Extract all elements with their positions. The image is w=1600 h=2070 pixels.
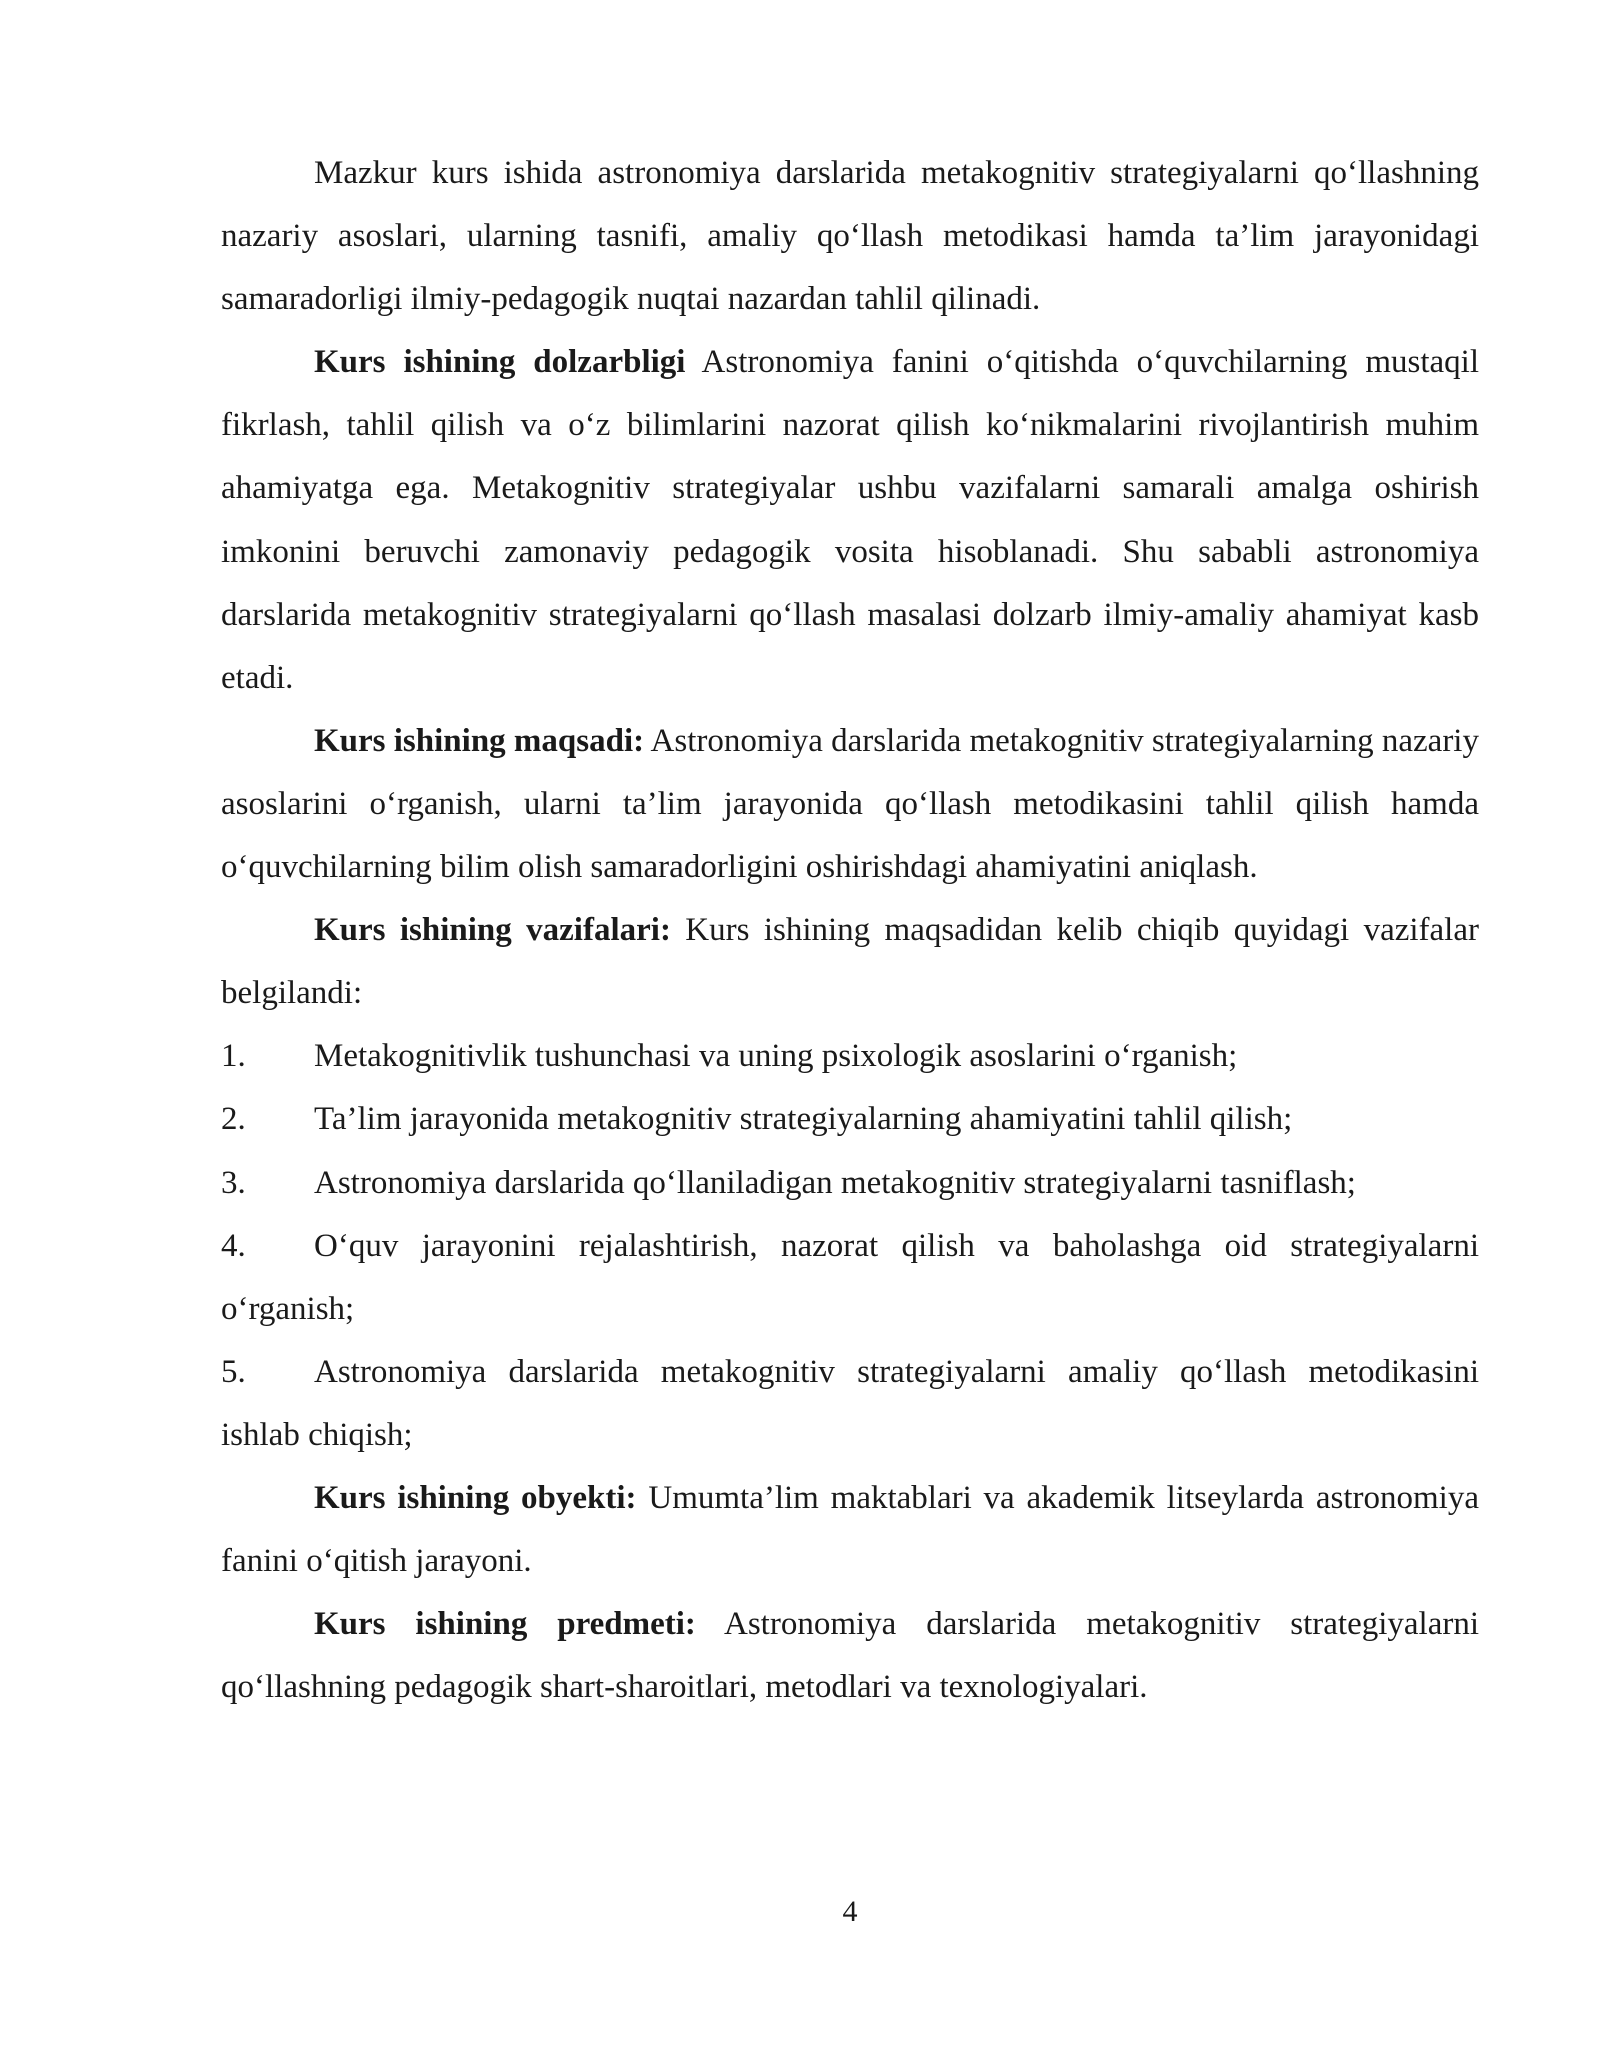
intro-text: Mazkur kurs ishida astronomiya darslarida metakognitiv strategiyalarni qo‘llashning nazariy asoslari, ularning tasnifi, amaliy qo‘llash metodikasi hamda ta’lim jarayonidagi samaradorligi ilmiy-pedagogik nuqtai nazardan tahlil qilinadi.: [221, 155, 1479, 318]
tasks-heading: Kurs ishining vazifalari:: [314, 912, 671, 949]
object-paragraph: [221, 1467, 1479, 1593]
intro-paragraph: [221, 142, 1479, 331]
page-number: 4: [842, 1895, 858, 1928]
task-list-item: [221, 1341, 1479, 1467]
task-text: Astronomiya darslarida qo‘llaniladigan metakognitiv strategiyalarni tasniflash;: [314, 1164, 1356, 1201]
relevance-text: Astronomiya fanini o‘qitishda o‘quvchilarning mustaqil fikrlash, tahlil qilish va o‘z bilimlarini nazorat qilish ko‘nikmalarini rivojlantirish muhim ahamiyatga ega. Metakognitiv strategiyalar ushbu vazifalarni samarali amalga oshirish imkonini beruvchi zamonaviy pedagogik vosita hisoblanadi. Shu sababli astronomiya darslarida metakognitiv strategiyalarni qo‘llash masalasi dolzarb ilmiy-amaliy ahamiyat kasb etadi.: [221, 344, 1479, 696]
task-list-item: [221, 1025, 1479, 1088]
task-number: 2.: [221, 1101, 246, 1138]
goal-heading: Kurs ishining maqsadi:: [314, 722, 645, 759]
task-list-item: [221, 1152, 1479, 1215]
relevance-paragraph: [221, 331, 1479, 710]
task-list-item: [221, 1215, 1479, 1341]
task-number: 3.: [221, 1164, 246, 1201]
task-number: 1.: [221, 1038, 246, 1075]
goal-text: Astronomiya darslarida metakognitiv strategiyalarning nazariy asoslarini o‘rganish, ularni ta’lim jarayonida qo‘llash metodikasini tahlil qilish hamda o‘quvchilarning bilim olish samaradorligini oshirishdagi ahamiyatini aniqlash.: [221, 722, 1479, 886]
document-body: [221, 142, 1479, 1719]
task-number: 5.: [221, 1353, 246, 1390]
subject-text: Astronomiya darslarida metakognitiv strategiyalarni qo‘llashning pedagogik shart-sharoitlari, metodlari va texnologiyalari.: [221, 1606, 1480, 1706]
task-number: 4.: [221, 1227, 246, 1264]
task-list-item: [221, 1088, 1479, 1151]
task-text: Metakognitivlik tushunchasi va uning psixologik asoslarini o‘rganish;: [314, 1038, 1238, 1075]
task-text: O‘quv jarayonini rejalashtirish, nazorat qilish va baholashga oid strategiyalarni o‘rganish;: [221, 1227, 1479, 1327]
object-heading: Kurs ishining obyekti:: [314, 1479, 637, 1516]
task-text: Astronomiya darslarida metakognitiv strategiyalarni amaliy qo‘llash metodikasini ishlab chiqish;: [221, 1353, 1479, 1453]
tasks-paragraph: [221, 899, 1479, 1025]
task-text: Ta’lim jarayonida metakognitiv strategiyalarning ahamiyatini tahlil qilish;: [314, 1101, 1293, 1138]
subject-heading: Kurs ishining predmeti:: [314, 1606, 696, 1643]
relevance-heading: Kurs ishining dolzarbligi: [314, 344, 686, 381]
subject-paragraph: [221, 1593, 1479, 1719]
tasks-text: Kurs ishining maqsadidan kelib chiqib quyidagi vazifalar belgilandi:: [221, 912, 1479, 1012]
goal-paragraph: [221, 710, 1479, 899]
object-text: Umumta’lim maktablari va akademik litseylarda astronomiya fanini o‘qitish jarayoni.: [221, 1479, 1479, 1580]
